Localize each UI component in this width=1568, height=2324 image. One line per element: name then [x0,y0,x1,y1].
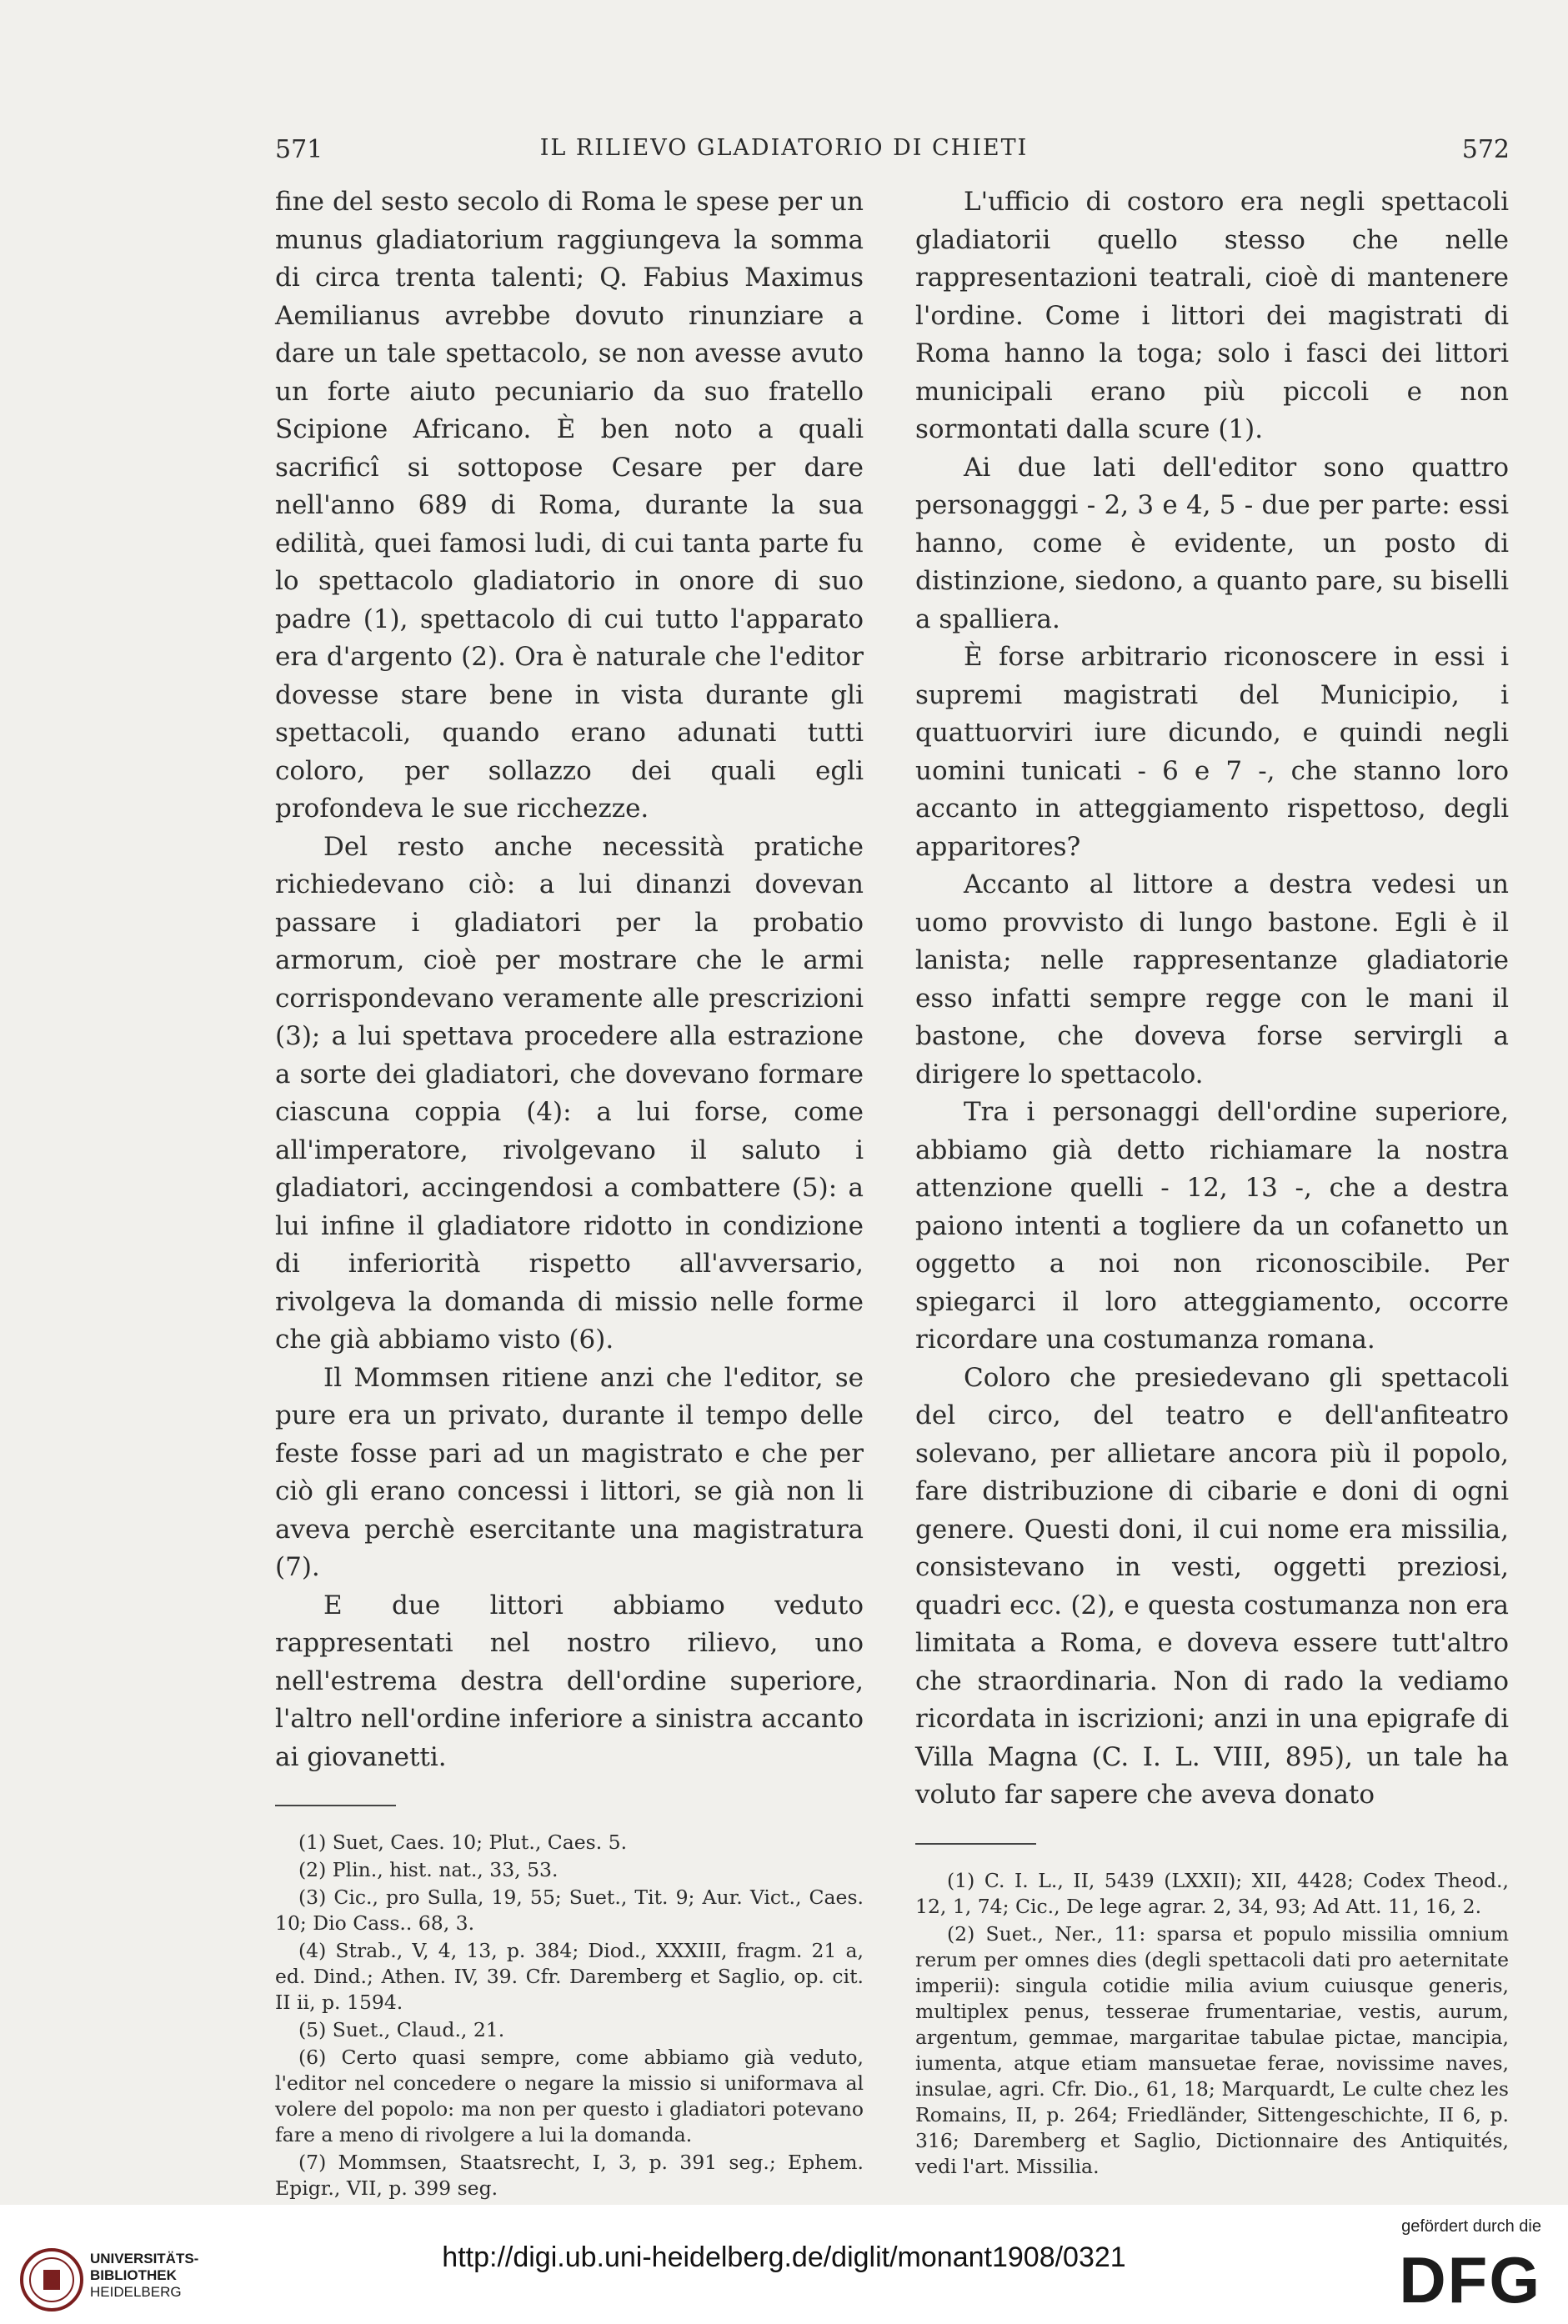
right-paragraph: Coloro che presiedevano gli spettacoli del circo, del teatro e dell'anfiteatro solevano, per allietare ancora più il popolo, fare distribuzione di cibarie e doni di ogni genere. Questi doni, il cui nome era missilia, consistevano in vesti, oggetti preziosi, quadri ecc. (2), e questa costumanza non era limitata a Roma, e doveva essere tutt'altro che straordinaria. Non di rado la vediamo ricordata in iscrizioni; anzi in una epigrafe di Villa Magna (C. I. L. VIII, 895), un tale ha voluto far sapere che aveva donato [915,1362,1509,1810]
footnote-divider [275,1805,396,1806]
footnote: (1) Suet, Caes. 10; Plut., Caes. 5. [298,1831,628,1854]
right-paragraph: È forse arbitrario riconoscere in essi i supremi magistrati del Municipio, i quattuorviri iure dicundo, e quindi negli uomini tunicati - 6 e 7 -, che stanno loro accanto in atteggiamento rispettoso, degli apparitores? [915,642,1509,862]
library-name-line: UNIVERSITÄTS- [90,2251,199,2266]
left-paragraph: fine del sesto secolo di Roma le spese per un munus gladiatorium raggiungeva la somma di circa trenta talenti; Q. Fabius Maximus Aemilianus avrebbe dovuto rinunziare a dare un tale spettacolo, se non avesse avuto un forte aiuto pecuniario da suo fratello Scipione Africano. È ben noto a quali sacrificî si sottopose Cesare per dare nell'anno 689 di Roma, durante la sua edilità, quei famosi ludi, di cui tanta parte fu lo spettacolo gladiatorio in onore di suo padre (1), spettacolo di cui tutto l'apparato era d'argento (2). Ora è naturale che l'editor dovesse stare bene in vista durante gli spettacoli, quando erano adunati tutti coloro, per sollazzo dei quali egli profondeva le sue ricchezze. [275,187,864,824]
left-column [275,183,864,2203]
left-paragraph: Del resto anche necessità pratiche richiedevano ciò: a lui dinanzi dovevan passare i gladiatori per la probatio armorum, cioè per mostrare che le armi corrispondevano veramente alle prescrizioni (3); a lui spettava procedere alla estrazione a sorte dei gladiatori, che dovevano formare ciascuna coppia (4): a lui forse, come all'imperatore, rivolgevano il saluto i gladiatori, accingendosi a combattere (5): a lui infine il gladiatore ridotto in condizione di inferiorità rispetto all'avversario, rivolgeva la domanda di missio nelle forme che già abbiamo visto (6). [275,831,864,1355]
left-column-body [275,183,864,1776]
right-footnotes [915,1868,1509,2180]
right-paragraph: L'ufficio di costoro era negli spettacoli gladiatorii quello stesso che nelle rappresentazioni teatrali, cioè di mantenere l'ordine. Come i littori dei magistrati di Roma hanno la toga; solo i fasci dei littori municipali erano più piccoli e non sormontati dalla scure (1). [915,187,1509,444]
left-footnotes [275,1830,864,2201]
right-paragraph: Accanto al littore a destra vedesi un uomo provvisto di lungo bastone. Egli è il lanista; nelle rappresentanze gladiatorie esso infatti sempre regge con le mani il bastone, che doveva forse servirgli a dirigere lo spettacolo. [915,869,1509,1089]
footnote: (7) Mommsen, Staatsrecht, I, 3, p. 391 seg.; Ephem. Epigr., VII, p. 399 seg. [275,2151,864,2200]
footnote-divider [915,1843,1036,1845]
funding-label: gefördert durch die [1401,2217,1541,2236]
page-number-left: 571 [275,135,323,164]
footnote: (3) Cic., pro Sulla, 19, 55; Suet., Tit. 9; Aur. Vict., Caes. 10; Dio Cass.. 68, 3. [275,1886,864,1935]
left-paragraph: E due littori abbiamo veduto rappresentati nel nostro rilievo, uno nell'estrema destra dell'ordine superiore, l'altro nell'ordine inferiore a sinistra accanto ai giovanetti. [275,1590,864,1772]
left-paragraph: Il Mommsen ritiene anzi che l'editor, se pure era un privato, durante il tempo delle feste fosse pari ad un magistrato e che per ciò gli erano concessi i littori, se già non li aveva perchè esercitante una magistratura (7). [275,1362,864,1582]
running-title: IL RILIEVO GLADIATORIO DI CHIETI [539,135,1029,161]
library-name-line: BIBLIOTHEK [90,2267,177,2283]
right-paragraph: Tra i personaggi dell'ordine superiore, abbiamo già detto richiamare la nostra attenzione quelli - 12, 13 -, che a destra paiono intenti a togliere da un cofanetto un oggetto a noi non riconoscibile. Per spiegarci il loro atteggiamento, occorre ricordare una costumanza romana. [915,1097,1509,1355]
right-column [915,183,1509,2181]
footnote: (4) Strab., V, 4, 13, p. 384; Diod., XXXIII, fragm. 21 a, ed. Dind.; Athen. IV, 39. Cfr. Daremberg et Saglio, op. cit. II ii, p. 1594. [275,1939,864,2014]
library-name-line: HEIDELBERG [90,2284,182,2300]
right-paragraph: Ai due lati dell'editor sono quattro personagggi - 2, 3 e 4, 5 - due per parte: essi hanno, come è evidente, un posto di distinzione, siedono, a quanto pare, su biselli a spalliera. [915,452,1509,634]
footnote: (2) Plin., hist. nat., 33, 53. [298,1858,559,1881]
right-column-body [915,183,1509,1815]
footnote: (1) C. I. L., II, 5439 (LXXII); XII, 4428; Codex Theod., 12, 1, 74; Cic., De lege agrar. 2, 34, 93; Ad Att. 11, 16, 2. [915,1868,1509,1918]
page-number-right: 572 [1461,135,1510,164]
footnote: (2) Suet., Ner., 11: sparsa et populo missilia omnium rerum per omnes dies (degli spettacoli dati pro aeternitate imperii): singula cotidie milia avium cuiusque generis, multiplex penus, tesserae frumentariae, vestis, aurum, argentum, gemmae, margaritae tabulae pictae, mancipia, iumenta, atque etiam mansuetae ferae, novissime naves, insulae, agri. Cfr. Dio., 61, 18; Marquardt, Le culte chez les Romains, II, p. 264; Friedländer, Sittengeschichte, II 6, p. 316; Daremberg et Saglio, Dictionnaire des Antiquités, vedi l'art. Missilia. [915,1921,1509,2178]
permalink-url[interactable]: http://digi.ub.uni-heidelberg.de/diglit/monant1908/0321 [442,2241,1126,2273]
footnote: (6) Certo quasi sempre, come abbiamo già veduto, l'editor nel concedere o negare la missio si uniformava al volere del popolo: ma non per questo i gladiatori potevano fare a meno di rivolgere a lui la domanda. [275,2046,864,2146]
footnote: (5) Suet., Claud., 21. [298,2018,505,2041]
dfg-logo: DFG [1399,2243,1541,2316]
